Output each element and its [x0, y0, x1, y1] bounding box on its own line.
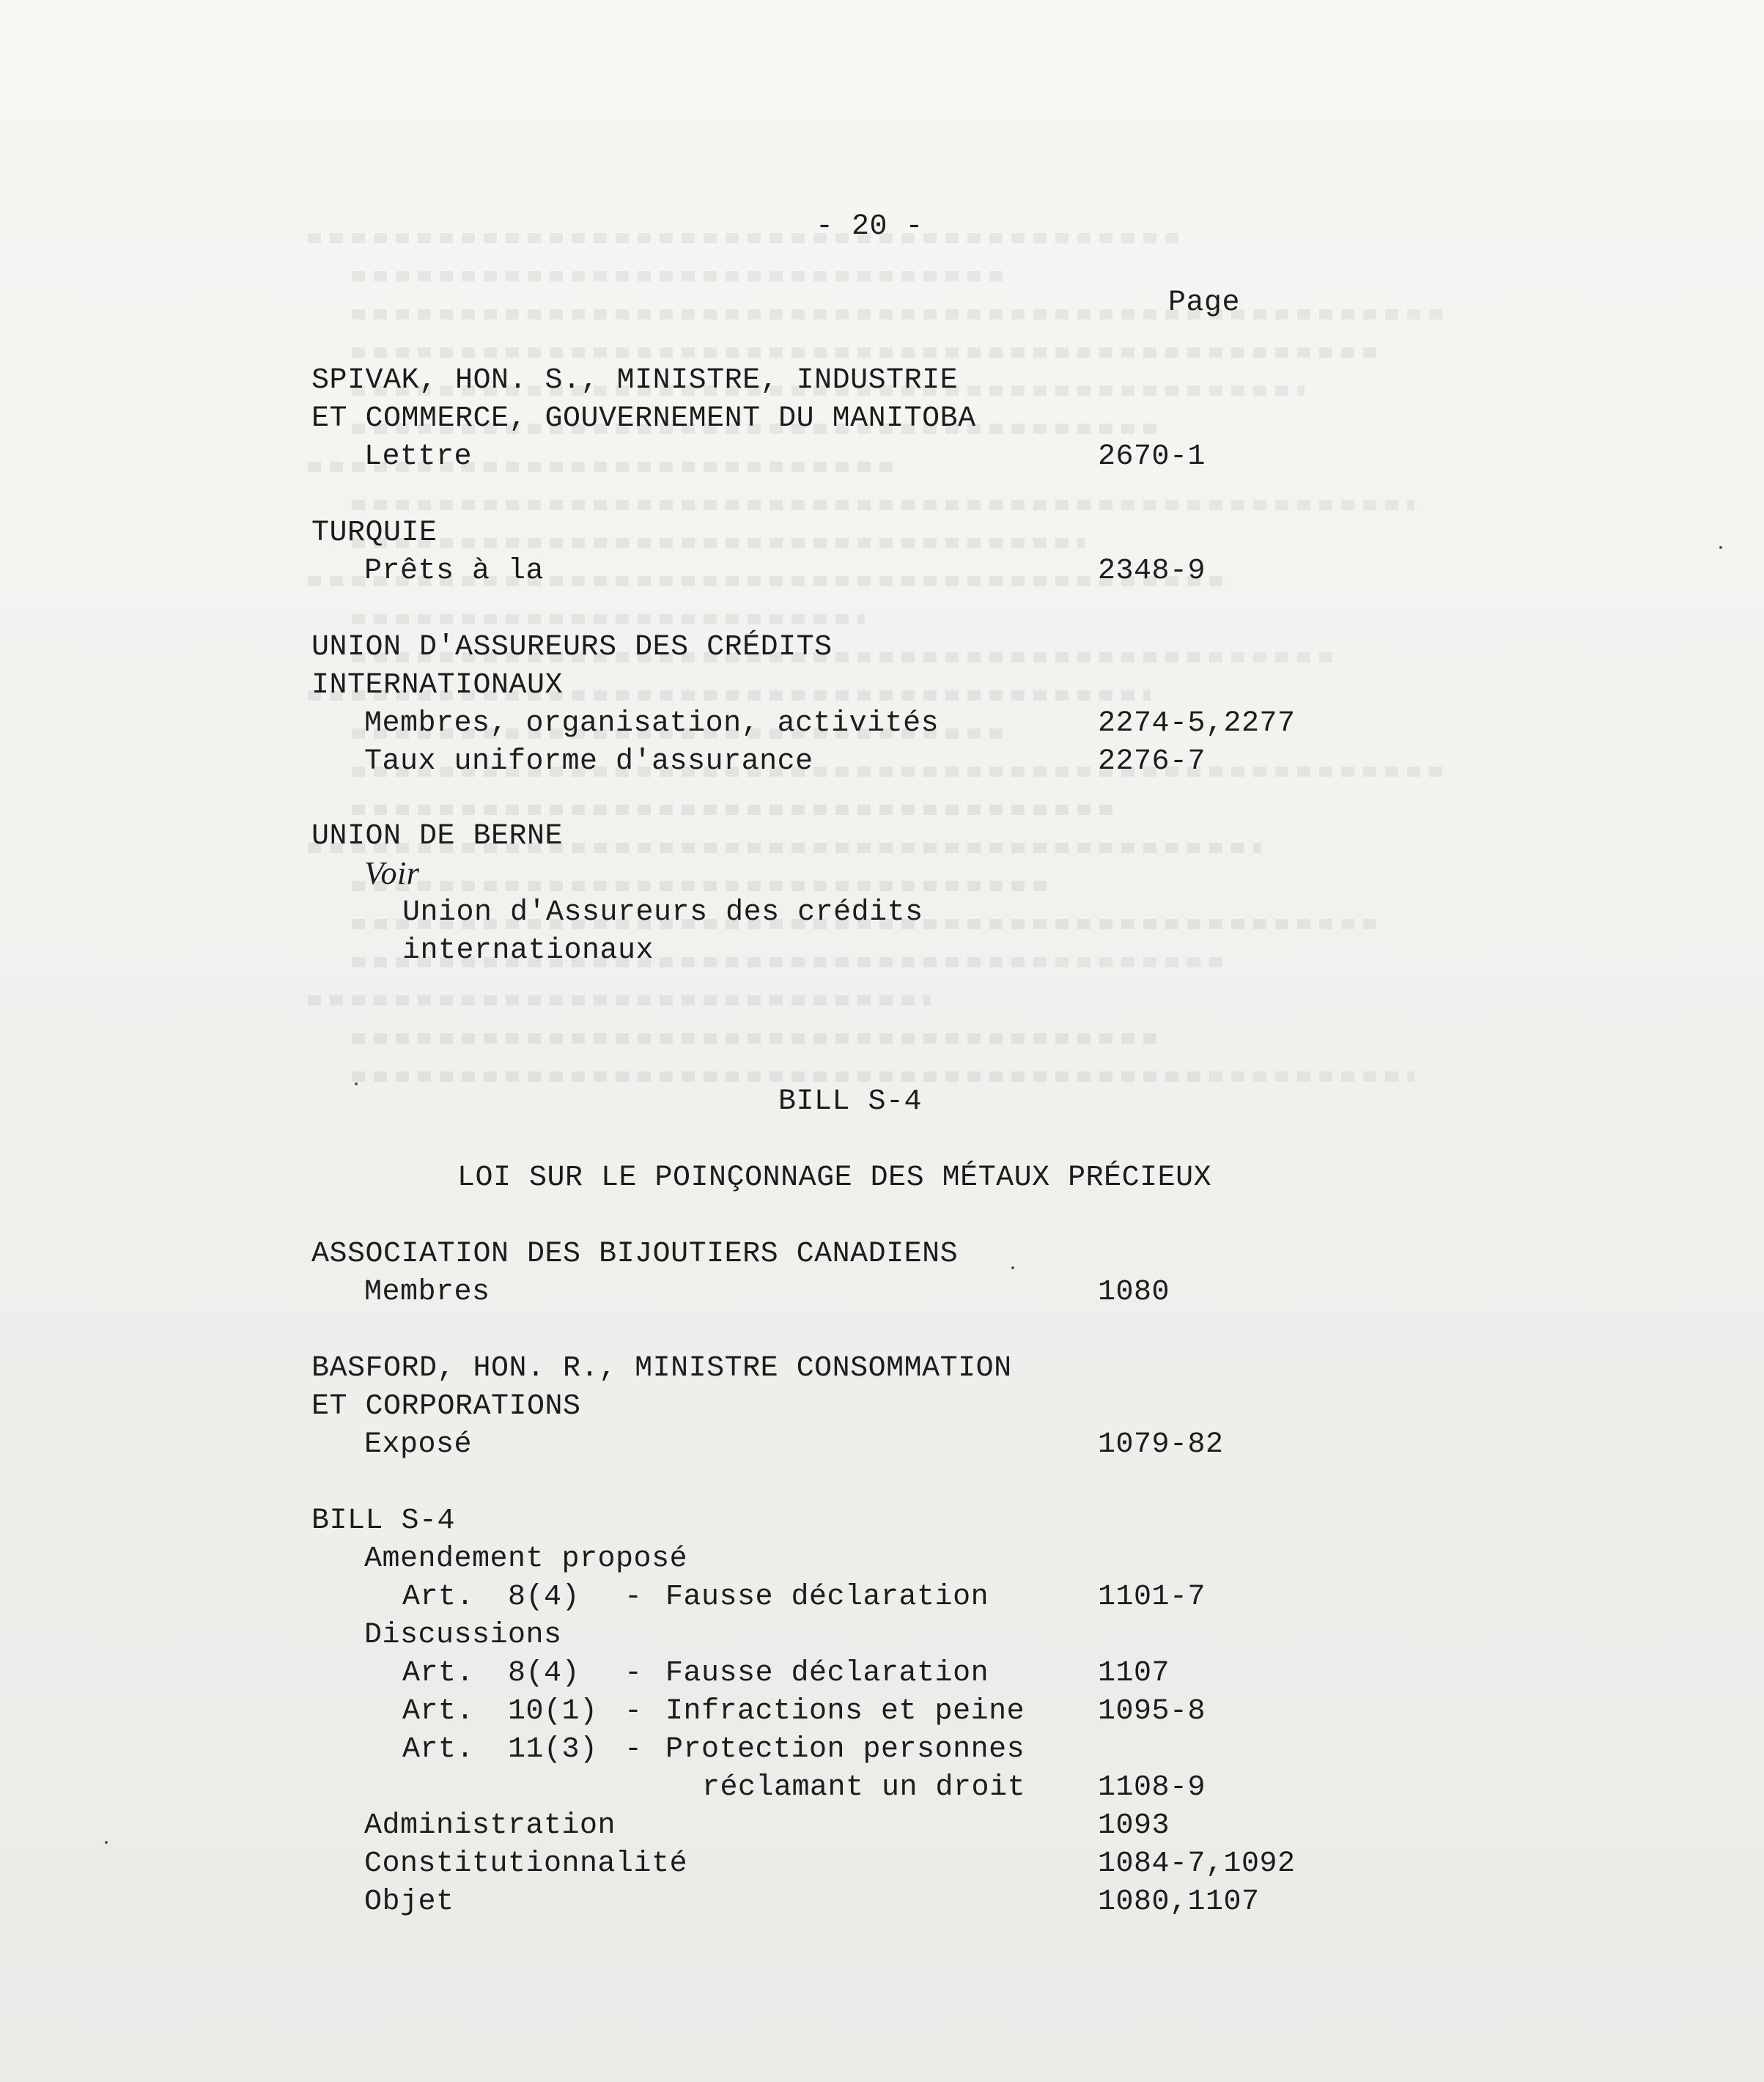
- page-ref-amend-art: 1101-7: [1098, 1581, 1206, 1614]
- see-reference-voir: Voir: [364, 855, 420, 891]
- scan-speck: [355, 1082, 358, 1085]
- page-ref-membres-organisation: 2274-5,2277: [1098, 707, 1296, 740]
- article-dash: -: [624, 1695, 643, 1728]
- page-ref-disc-art: 1107: [1098, 1657, 1170, 1690]
- article-label: Art.: [402, 1733, 475, 1766]
- article-dash: -: [624, 1733, 643, 1766]
- article-label: Art.: [402, 1657, 475, 1690]
- scan-speck: [1011, 1266, 1014, 1269]
- article-number: 10(1): [508, 1695, 598, 1728]
- index-sub-membres: Membres: [364, 1276, 490, 1309]
- scan-speck: [105, 1841, 108, 1844]
- page-column-header: Page: [1168, 287, 1241, 320]
- page-ref-taux-uniforme: 2276-7: [1098, 745, 1206, 778]
- article-label: Art.: [402, 1581, 475, 1614]
- article-description: Fausse déclaration: [665, 1581, 989, 1614]
- index-heading-association: ASSOCIATION DES BIJOUTIERS CANADIENS: [311, 1238, 959, 1271]
- page-ref-constitutionnalite: 1084-7,1092: [1098, 1847, 1296, 1880]
- index-sub-prets: Prêts à la: [364, 555, 545, 588]
- index-heading-union-assureurs-cont: INTERNATIONAUX: [311, 669, 564, 702]
- law-title: LOI SUR LE POINÇONNAGE DES MÉTAUX PRÉCIEUX: [457, 1162, 1212, 1195]
- index-heading-basford-cont: ET CORPORATIONS: [311, 1390, 581, 1423]
- index-heading-spivak-cont: ET COMMERCE, GOUVERNEMENT DU MANITOBA: [311, 402, 976, 435]
- see-reference-target-cont: internationaux: [402, 934, 654, 967]
- article-number: 11(3): [508, 1733, 598, 1766]
- page-ref-disc-art: 1095-8: [1098, 1695, 1206, 1728]
- index-sub-objet: Objet: [364, 1886, 454, 1919]
- index-heading-union-assureurs: UNION D'ASSUREURS DES CRÉDITS: [311, 631, 833, 664]
- index-heading-union-berne: UNION DE BERNE: [311, 820, 564, 853]
- index-sub-lettre: Lettre: [364, 440, 473, 473]
- article-dash: -: [624, 1657, 643, 1690]
- index-sub-constitutionnalite: Constitutionnalité: [364, 1847, 688, 1880]
- index-sub-membres-organisation: Membres, organisation, activités: [364, 707, 940, 740]
- article-description: Protection personnes: [665, 1733, 1025, 1766]
- index-heading-turquie: TURQUIE: [311, 517, 438, 550]
- scan-speck: [1719, 546, 1722, 549]
- index-heading-basford: BASFORD, HON. R., MINISTRE CONSOMMATION: [311, 1352, 1012, 1385]
- see-reference-target: Union d'Assureurs des crédits: [402, 896, 923, 929]
- page-ref-disc-art: 1108-9: [1098, 1771, 1206, 1804]
- index-sub-administration: Administration: [364, 1809, 616, 1842]
- page-ref-objet: 1080,1107: [1098, 1886, 1260, 1919]
- index-sub-amendement: Amendement proposé: [364, 1543, 688, 1576]
- page-ref-administration: 1093: [1098, 1809, 1170, 1842]
- article-number: 8(4): [508, 1657, 580, 1690]
- index-sub-discussions: Discussions: [364, 1619, 562, 1652]
- bill-title: BILL S-4: [778, 1085, 923, 1118]
- page-ref-membres: 1080: [1098, 1276, 1170, 1309]
- page-number: - 20 -: [816, 210, 924, 243]
- article-description: Fausse déclaration: [665, 1657, 989, 1690]
- article-description: Infractions et peine: [665, 1695, 1025, 1728]
- article-label: Art.: [402, 1695, 475, 1728]
- page-ref-lettre: 2670-1: [1098, 440, 1206, 473]
- article-dash: -: [624, 1581, 643, 1614]
- index-heading-bill-s4: BILL S-4: [311, 1505, 456, 1537]
- page-ref-prets: 2348-9: [1098, 555, 1206, 588]
- index-heading-spivak: SPIVAK, HON. S., MINISTRE, INDUSTRIE: [311, 364, 959, 397]
- article-description-cont: réclamant un droit: [702, 1771, 1026, 1804]
- index-sub-expose: Exposé: [364, 1428, 473, 1461]
- page-ref-expose: 1079-82: [1098, 1428, 1224, 1461]
- index-sub-taux-uniforme: Taux uniforme d'assurance: [364, 745, 813, 778]
- article-number: 8(4): [508, 1581, 580, 1614]
